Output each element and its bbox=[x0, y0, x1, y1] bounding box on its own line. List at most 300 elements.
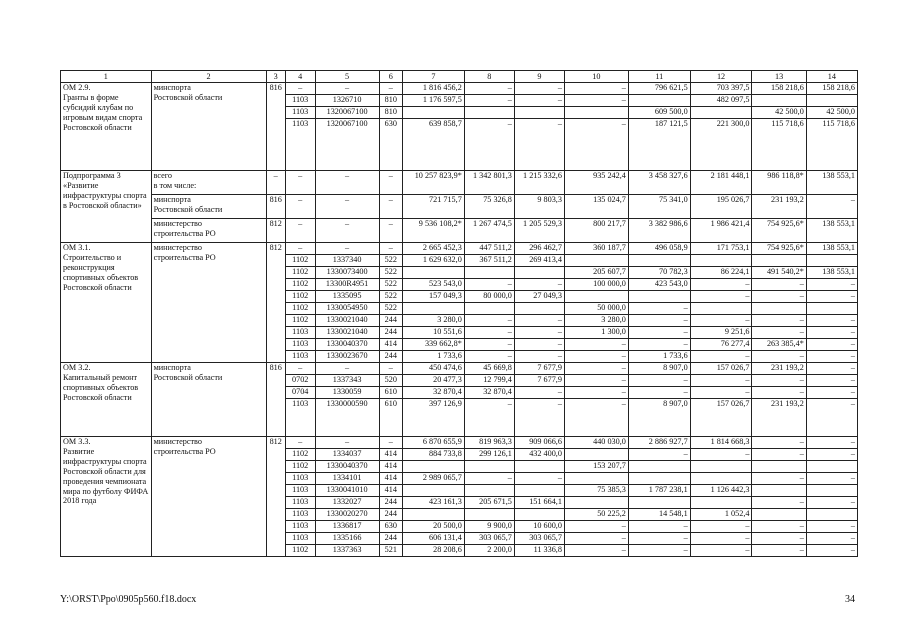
table-cell: 810 bbox=[379, 107, 402, 119]
table-cell: 1 814 668,3 bbox=[690, 437, 752, 449]
table-cell bbox=[806, 509, 857, 521]
table-cell: 1334037 bbox=[315, 449, 379, 461]
table-cell: 157 026,7 bbox=[690, 399, 752, 437]
table-cell: 1102 bbox=[285, 255, 315, 267]
table-row bbox=[61, 171, 858, 195]
table-cell: 1102 bbox=[285, 303, 315, 315]
table-cell: 138 553,1 bbox=[806, 243, 857, 255]
table-cell: 721 715,7 bbox=[402, 195, 464, 219]
table-cell: – bbox=[564, 375, 628, 387]
table-cell bbox=[514, 303, 564, 315]
table-cell: Подпрограмма 3 «Развитие инфраструктуры спорта в Ростовской области» bbox=[61, 171, 152, 243]
table-cell: 1 176 597,5 bbox=[402, 95, 464, 107]
table-cell: 3 458 327,6 bbox=[628, 171, 690, 195]
table-cell: 9 251,6 bbox=[690, 327, 752, 339]
table-cell bbox=[628, 291, 690, 303]
table-cell: 1337343 bbox=[315, 375, 379, 387]
table-cell bbox=[752, 509, 806, 521]
table-cell: 523 543,0 bbox=[402, 279, 464, 291]
column-number-header: 12 bbox=[690, 71, 752, 83]
table-cell: – bbox=[806, 375, 857, 387]
table-cell: ОМ 3.2. Капитальный ремонт спортивных объектов Ростовской области bbox=[61, 363, 152, 437]
table-cell: 3 280,0 bbox=[564, 315, 628, 327]
table-cell: – bbox=[628, 315, 690, 327]
table-cell: 2 200,0 bbox=[464, 545, 514, 557]
table-cell: 522 bbox=[379, 255, 402, 267]
table-cell: 9 900,0 bbox=[464, 521, 514, 533]
table-cell bbox=[514, 461, 564, 473]
table-cell: – bbox=[315, 219, 379, 243]
table-cell: – bbox=[464, 339, 514, 351]
table-cell bbox=[752, 255, 806, 267]
table-cell: 231 193,2 bbox=[752, 195, 806, 219]
table-cell: – bbox=[628, 375, 690, 387]
table-cell: 75 341,0 bbox=[628, 195, 690, 219]
table-cell: 1330021040 bbox=[315, 327, 379, 339]
table-cell: – bbox=[690, 279, 752, 291]
table-cell: 630 bbox=[379, 119, 402, 171]
table-cell: 269 413,4 bbox=[514, 255, 564, 267]
table-cell: – bbox=[564, 363, 628, 375]
table-cell: – bbox=[315, 83, 379, 95]
table-cell: 367 511,2 bbox=[464, 255, 514, 267]
table-cell: 205 607,7 bbox=[564, 267, 628, 279]
table-cell: – bbox=[315, 195, 379, 219]
column-number-header: 1 bbox=[61, 71, 152, 83]
table-cell bbox=[752, 461, 806, 473]
table-cell: 231 193,2 bbox=[752, 363, 806, 375]
table-cell: 187 121,5 bbox=[628, 119, 690, 171]
table-cell: 135 024,7 bbox=[564, 195, 628, 219]
table-cell bbox=[752, 303, 806, 315]
table-cell: 86 224,1 bbox=[690, 267, 752, 279]
table-cell: 339 662,8* bbox=[402, 339, 464, 351]
table-cell: 1 215 332,6 bbox=[514, 171, 564, 195]
table-cell bbox=[628, 255, 690, 267]
table-cell: 231 193,2 bbox=[752, 399, 806, 437]
table-cell bbox=[402, 107, 464, 119]
table-cell bbox=[464, 485, 514, 497]
table-cell: 80 000,0 bbox=[464, 291, 514, 303]
table-cell: 2 665 452,3 bbox=[402, 243, 464, 255]
table-cell bbox=[564, 291, 628, 303]
table-cell bbox=[514, 509, 564, 521]
table-cell: – bbox=[514, 339, 564, 351]
table-cell: 10 600,0 bbox=[514, 521, 564, 533]
table-cell: 42 500,0 bbox=[806, 107, 857, 119]
table-cell: 32 870,4 bbox=[464, 387, 514, 399]
table-cell: министерство строительства РО bbox=[151, 219, 266, 243]
table-cell: 360 187,7 bbox=[564, 243, 628, 255]
table-cell: 1103 bbox=[285, 351, 315, 363]
table-cell: – bbox=[514, 327, 564, 339]
table-cell: 171 753,1 bbox=[690, 243, 752, 255]
table-cell: – bbox=[806, 399, 857, 437]
table-cell: 1335166 bbox=[315, 533, 379, 545]
table-cell bbox=[464, 509, 514, 521]
table-cell: 423 543,0 bbox=[628, 279, 690, 291]
table-cell: 3 280,0 bbox=[402, 315, 464, 327]
table-cell bbox=[464, 267, 514, 279]
table-cell: – bbox=[752, 387, 806, 399]
table-cell: 1 733,6 bbox=[628, 351, 690, 363]
table-cell: – bbox=[464, 315, 514, 327]
table-cell: – bbox=[806, 363, 857, 375]
table-cell bbox=[402, 303, 464, 315]
table-cell: – bbox=[315, 437, 379, 449]
table-cell: 1 986 421,4 bbox=[690, 219, 752, 243]
table-cell: – bbox=[315, 363, 379, 375]
table-cell: – bbox=[464, 119, 514, 171]
table-cell: – bbox=[752, 279, 806, 291]
table-cell: – bbox=[806, 449, 857, 461]
table-cell: – bbox=[806, 327, 857, 339]
table-cell: 1 342 801,3 bbox=[464, 171, 514, 195]
table-cell: 1330054950 bbox=[315, 303, 379, 315]
table-cell: 158 218,6 bbox=[752, 83, 806, 95]
table-cell: 244 bbox=[379, 327, 402, 339]
table-cell bbox=[690, 473, 752, 485]
table-cell: 244 bbox=[379, 509, 402, 521]
table-cell: – bbox=[806, 315, 857, 327]
table-cell: 630 bbox=[379, 521, 402, 533]
table-cell: министерство строительства РО bbox=[151, 437, 266, 557]
table-cell: – bbox=[752, 545, 806, 557]
table-cell: 440 030,0 bbox=[564, 437, 628, 449]
table-cell: ОМ 2.9. Гранты в форме субсидий клубам по игровым видам спорта Ростовской области bbox=[61, 83, 152, 171]
table-cell: 76 277,4 bbox=[690, 339, 752, 351]
table-cell: 8 907,0 bbox=[628, 363, 690, 375]
table-cell: – bbox=[806, 473, 857, 485]
table-cell: 1 787 238,1 bbox=[628, 485, 690, 497]
table-cell: 195 026,7 bbox=[690, 195, 752, 219]
table-cell: – bbox=[690, 375, 752, 387]
table-cell: 610 bbox=[379, 387, 402, 399]
table-cell: 1103 bbox=[285, 533, 315, 545]
column-number-header: 2 bbox=[151, 71, 266, 83]
table-cell: – bbox=[464, 279, 514, 291]
table-cell: – bbox=[752, 327, 806, 339]
table-cell: – bbox=[514, 315, 564, 327]
table-cell: 221 300,0 bbox=[690, 119, 752, 171]
table-cell: – bbox=[628, 327, 690, 339]
table-cell: 1103 bbox=[285, 399, 315, 437]
table-cell: 450 474,6 bbox=[402, 363, 464, 375]
table-cell: – bbox=[564, 533, 628, 545]
page-number: 34 bbox=[845, 594, 855, 605]
table-cell: 812 bbox=[266, 437, 285, 557]
table-cell: 20 500,0 bbox=[402, 521, 464, 533]
table-cell: – bbox=[285, 437, 315, 449]
table-cell: 153 207,7 bbox=[564, 461, 628, 473]
table-cell: – bbox=[690, 291, 752, 303]
table-cell: всего в том числе: bbox=[151, 171, 266, 195]
table-cell: – bbox=[752, 315, 806, 327]
table-row bbox=[61, 363, 858, 375]
table-cell: 414 bbox=[379, 339, 402, 351]
table-cell bbox=[752, 485, 806, 497]
column-number-header: 10 bbox=[564, 71, 628, 83]
table-cell: 1 126 442,3 bbox=[690, 485, 752, 497]
column-number-header: 5 bbox=[315, 71, 379, 83]
table-cell bbox=[806, 485, 857, 497]
table-cell: – bbox=[628, 303, 690, 315]
table-cell: 1337363 bbox=[315, 545, 379, 557]
table-cell: 157 049,3 bbox=[402, 291, 464, 303]
table-cell: – bbox=[564, 119, 628, 171]
table-cell bbox=[402, 485, 464, 497]
table-cell: 75 385,3 bbox=[564, 485, 628, 497]
table-cell: 1 300,0 bbox=[564, 327, 628, 339]
table-cell: 800 217,7 bbox=[564, 219, 628, 243]
table-cell: 1 205 529,3 bbox=[514, 219, 564, 243]
table-cell bbox=[464, 303, 514, 315]
table-cell: 13300R4951 bbox=[315, 279, 379, 291]
table-cell: 2 181 448,1 bbox=[690, 171, 752, 195]
table-cell: 423 161,3 bbox=[402, 497, 464, 509]
table-cell: – bbox=[464, 95, 514, 107]
table-cell: 1334101 bbox=[315, 473, 379, 485]
column-number-header: 7 bbox=[402, 71, 464, 83]
table-cell: – bbox=[514, 119, 564, 171]
table-cell: 496 058,9 bbox=[628, 243, 690, 255]
table-cell: – bbox=[752, 521, 806, 533]
table-cell: 812 bbox=[266, 219, 285, 243]
table-cell: 0702 bbox=[285, 375, 315, 387]
table-cell: – bbox=[806, 387, 857, 399]
table-cell: 20 477,3 bbox=[402, 375, 464, 387]
table-cell: – bbox=[285, 243, 315, 255]
table-cell bbox=[564, 449, 628, 461]
table-cell: 414 bbox=[379, 485, 402, 497]
table-cell: 1330000590 bbox=[315, 399, 379, 437]
table-cell: 1103 bbox=[285, 327, 315, 339]
table-cell: 100 000,0 bbox=[564, 279, 628, 291]
table-cell bbox=[514, 267, 564, 279]
table-cell: 151 664,1 bbox=[514, 497, 564, 509]
table-cell: 522 bbox=[379, 279, 402, 291]
table-cell: 884 733,8 bbox=[402, 449, 464, 461]
table-cell: – bbox=[514, 387, 564, 399]
table-cell: – bbox=[806, 195, 857, 219]
table-cell bbox=[564, 497, 628, 509]
table-row bbox=[61, 437, 858, 449]
table-cell: 42 500,0 bbox=[752, 107, 806, 119]
column-number-header: 13 bbox=[752, 71, 806, 83]
table-cell: – bbox=[285, 219, 315, 243]
table-cell: 1330041010 bbox=[315, 485, 379, 497]
table-cell: – bbox=[564, 339, 628, 351]
table-cell bbox=[464, 461, 514, 473]
table-cell: 1330059 bbox=[315, 387, 379, 399]
table-cell: – bbox=[752, 351, 806, 363]
budget-table bbox=[60, 70, 858, 557]
table-cell bbox=[690, 497, 752, 509]
column-number-header: 11 bbox=[628, 71, 690, 83]
table-cell: 522 bbox=[379, 267, 402, 279]
table-cell bbox=[564, 255, 628, 267]
table-cell: 986 118,8* bbox=[752, 171, 806, 195]
table-cell: 816 bbox=[266, 83, 285, 171]
column-number-header: 3 bbox=[266, 71, 285, 83]
table-cell: 1320067100 bbox=[315, 107, 379, 119]
table-cell: – bbox=[379, 437, 402, 449]
table-cell: ОМ 3.3. Развитие инфраструктуры спорта Ростовской области для проведения чемпионата мира по футболу ФИФА 2018 года bbox=[61, 437, 152, 557]
table-cell bbox=[752, 95, 806, 107]
table-cell bbox=[806, 95, 857, 107]
table-cell: – bbox=[564, 387, 628, 399]
table-cell: – bbox=[806, 279, 857, 291]
table-cell: 1103 bbox=[285, 521, 315, 533]
table-cell: 1102 bbox=[285, 315, 315, 327]
table-cell: 819 963,3 bbox=[464, 437, 514, 449]
table-cell: 609 500,0 bbox=[628, 107, 690, 119]
table-cell bbox=[402, 461, 464, 473]
table-cell: 1 733,6 bbox=[402, 351, 464, 363]
table-cell: 1 052,4 bbox=[690, 509, 752, 521]
table-cell: – bbox=[464, 473, 514, 485]
table-cell: 9 803,3 bbox=[514, 195, 564, 219]
table-cell bbox=[628, 473, 690, 485]
table-cell: министерство строительства РО bbox=[151, 243, 266, 363]
table-cell: 1326710 bbox=[315, 95, 379, 107]
table-cell: 244 bbox=[379, 533, 402, 545]
table-cell bbox=[806, 255, 857, 267]
table-cell: 1 629 632,0 bbox=[402, 255, 464, 267]
table-cell: – bbox=[806, 437, 857, 449]
table-cell: 1 267 474,5 bbox=[464, 219, 514, 243]
table-cell: – bbox=[806, 339, 857, 351]
table-cell: 1102 bbox=[285, 291, 315, 303]
table-cell: 812 bbox=[266, 243, 285, 363]
column-numbers-row bbox=[61, 71, 858, 83]
column-number-header: 14 bbox=[806, 71, 857, 83]
table-cell: – bbox=[752, 375, 806, 387]
table-cell: – bbox=[628, 521, 690, 533]
table-cell: – bbox=[690, 449, 752, 461]
table-cell: 8 907,0 bbox=[628, 399, 690, 437]
table-cell: – bbox=[806, 521, 857, 533]
table-cell: 1330073400 bbox=[315, 267, 379, 279]
table-cell: 138 553,1 bbox=[806, 171, 857, 195]
table-cell: – bbox=[379, 83, 402, 95]
table-cell: 1330040370 bbox=[315, 339, 379, 351]
table-cell: 816 bbox=[266, 195, 285, 219]
table-cell bbox=[514, 485, 564, 497]
table-cell: – bbox=[690, 315, 752, 327]
table-cell: – bbox=[514, 351, 564, 363]
table-cell: 0704 bbox=[285, 387, 315, 399]
table-cell: – bbox=[514, 95, 564, 107]
table-cell: 9 536 108,2* bbox=[402, 219, 464, 243]
table-cell: 414 bbox=[379, 449, 402, 461]
table-cell: – bbox=[266, 171, 285, 195]
table-cell: – bbox=[564, 95, 628, 107]
table-cell: 639 858,7 bbox=[402, 119, 464, 171]
table-cell: 909 066,6 bbox=[514, 437, 564, 449]
table-cell: 816 bbox=[266, 363, 285, 437]
table-cell: – bbox=[690, 387, 752, 399]
table-cell: 703 397,5 bbox=[690, 83, 752, 95]
table-cell: 138 553,1 bbox=[806, 267, 857, 279]
table-cell: 1103 bbox=[285, 339, 315, 351]
table-cell: – bbox=[514, 399, 564, 437]
table-cell: 138 553,1 bbox=[806, 219, 857, 243]
table-cell: – bbox=[564, 399, 628, 437]
table-cell: – bbox=[464, 83, 514, 95]
table-cell bbox=[514, 107, 564, 119]
table-cell: – bbox=[752, 533, 806, 545]
table-cell: – bbox=[564, 521, 628, 533]
table-cell: – bbox=[690, 351, 752, 363]
table-cell bbox=[564, 473, 628, 485]
table-cell: – bbox=[806, 533, 857, 545]
table-cell: 27 049,3 bbox=[514, 291, 564, 303]
table-cell: 414 bbox=[379, 461, 402, 473]
table-cell: – bbox=[752, 291, 806, 303]
table-cell: 1103 bbox=[285, 485, 315, 497]
table-cell: – bbox=[752, 497, 806, 509]
table-cell: 158 218,6 bbox=[806, 83, 857, 95]
table-cell: 244 bbox=[379, 351, 402, 363]
table-cell bbox=[564, 107, 628, 119]
table-cell bbox=[402, 509, 464, 521]
table-cell: 1102 bbox=[285, 461, 315, 473]
table-cell: минспорта Ростовской области bbox=[151, 363, 266, 437]
table-cell: – bbox=[285, 195, 315, 219]
table-cell: – bbox=[806, 291, 857, 303]
table-cell: ОМ 3.1. Строительство и реконструкция спортивных объектов Ростовской области bbox=[61, 243, 152, 363]
table-cell: 1335095 bbox=[315, 291, 379, 303]
table-cell: 1330023670 bbox=[315, 351, 379, 363]
table-cell: – bbox=[379, 363, 402, 375]
table-cell: 1102 bbox=[285, 279, 315, 291]
table-cell: – bbox=[379, 219, 402, 243]
table-cell: 10 257 823,9* bbox=[402, 171, 464, 195]
table-cell bbox=[806, 303, 857, 315]
column-number-header: 8 bbox=[464, 71, 514, 83]
table-cell: 28 208,6 bbox=[402, 545, 464, 557]
footer-file-path: Y:\ORST\Ppo\0905p560.f18.docx bbox=[60, 594, 197, 605]
table-cell: – bbox=[315, 243, 379, 255]
table-cell: 7 677,9 bbox=[514, 375, 564, 387]
table-cell: 32 870,4 bbox=[402, 387, 464, 399]
table-cell: 115 718,6 bbox=[806, 119, 857, 171]
table-cell: 447 511,2 bbox=[464, 243, 514, 255]
table-cell: 7 677,9 bbox=[514, 363, 564, 375]
table-cell: 45 669,8 bbox=[464, 363, 514, 375]
table-cell bbox=[628, 497, 690, 509]
table-cell: 491 540,2* bbox=[752, 267, 806, 279]
table-cell: 1102 bbox=[285, 267, 315, 279]
table-cell: 296 462,7 bbox=[514, 243, 564, 255]
table-cell: 521 bbox=[379, 545, 402, 557]
table-cell: 303 065,7 bbox=[514, 533, 564, 545]
table-cell: 50 000,0 bbox=[564, 303, 628, 315]
table-cell: 1330040370 bbox=[315, 461, 379, 473]
table-cell: 1102 bbox=[285, 449, 315, 461]
table-cell: 1330020270 bbox=[315, 509, 379, 521]
table-cell: 1320067100 bbox=[315, 119, 379, 171]
table-cell bbox=[690, 255, 752, 267]
table-cell: – bbox=[690, 545, 752, 557]
table-row bbox=[61, 219, 858, 243]
column-number-header: 6 bbox=[379, 71, 402, 83]
table-cell: 610 bbox=[379, 399, 402, 437]
table-cell: – bbox=[628, 545, 690, 557]
table-cell: 1103 bbox=[285, 509, 315, 521]
table-cell: – bbox=[564, 545, 628, 557]
